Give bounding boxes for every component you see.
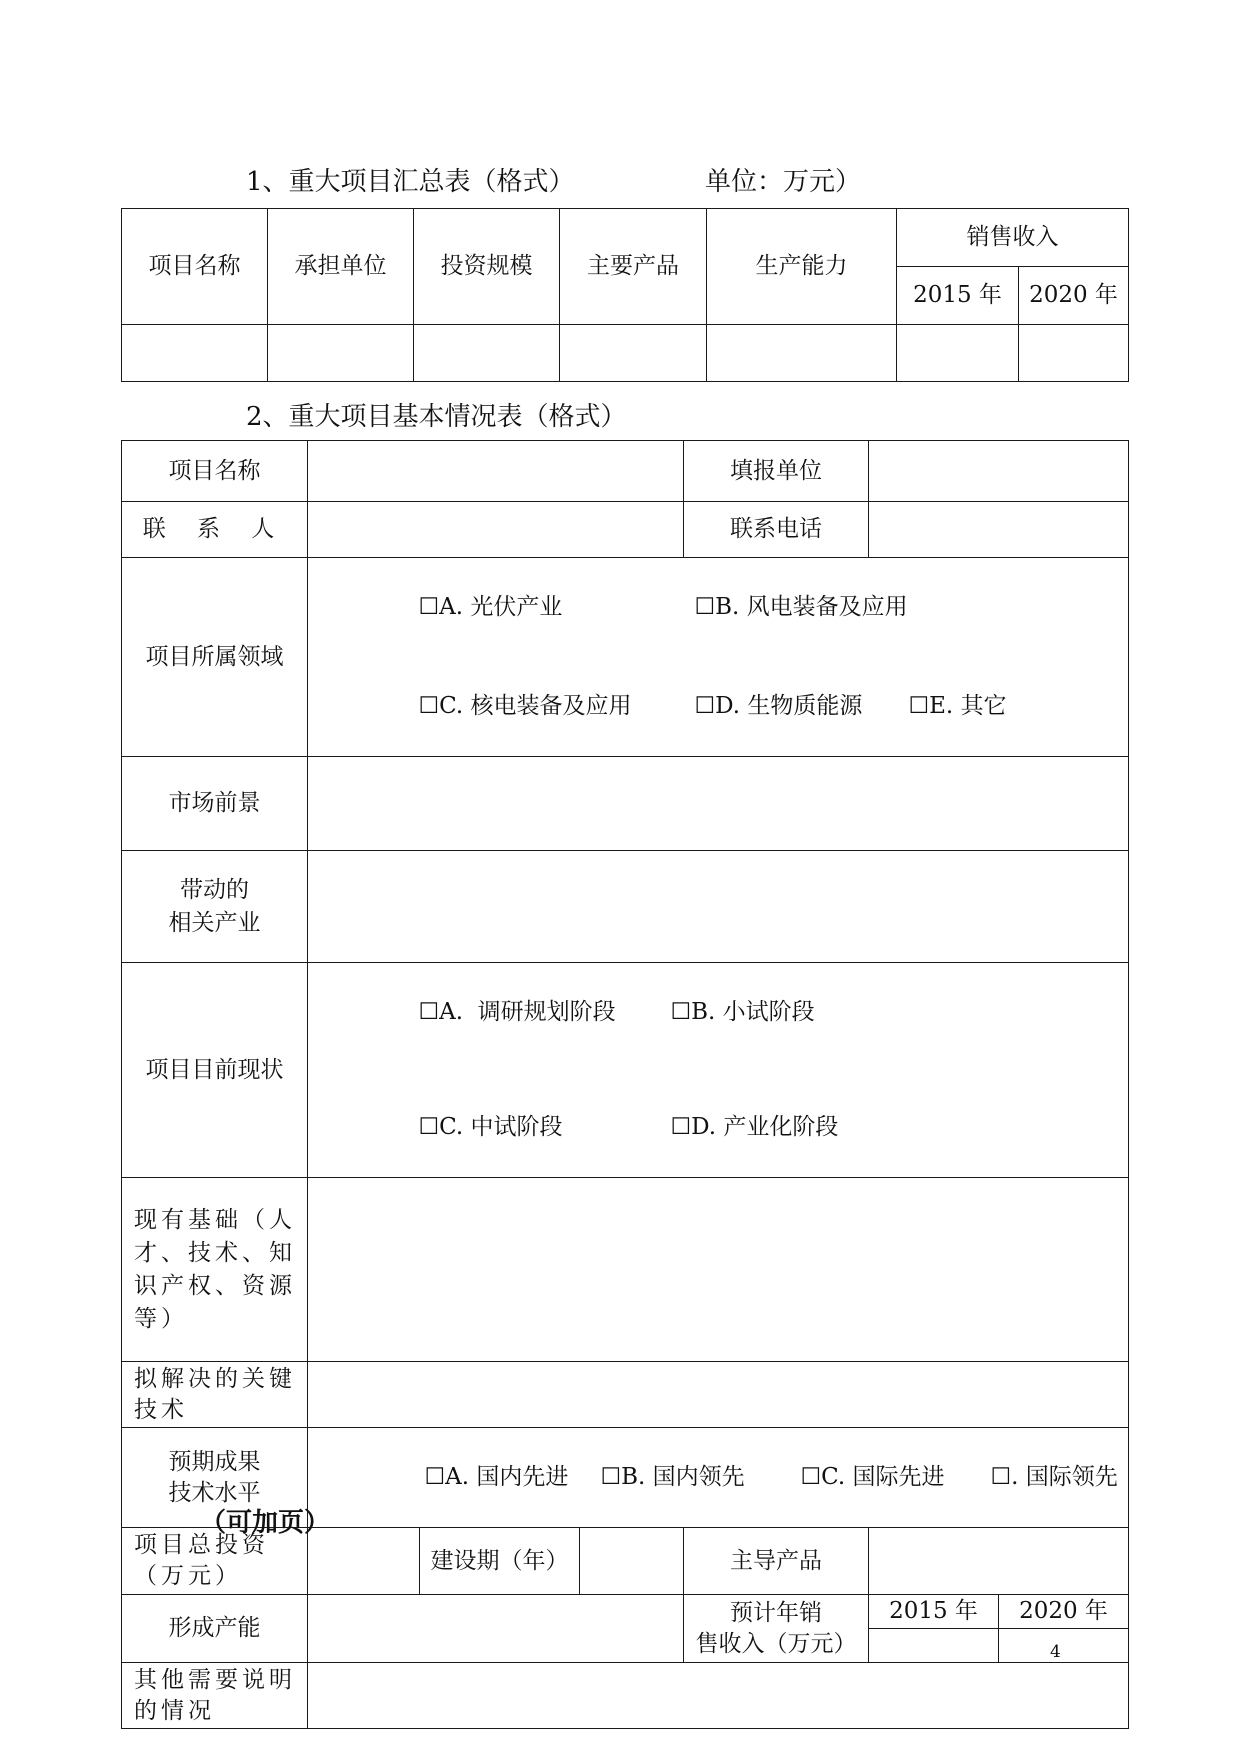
- summary-table: [121, 208, 1129, 382]
- header-sales-revenue: 销售收入: [897, 209, 1129, 267]
- option-intermediate-test[interactable]: ☐C. 中试阶段: [418, 1114, 563, 1140]
- label-market-outlook: 市场前景: [122, 757, 308, 851]
- label-main-product: 主导产品: [684, 1528, 869, 1595]
- label-related-line1: 带动的: [180, 876, 249, 903]
- label-forecast-2020: 2020 年: [999, 1595, 1129, 1629]
- header-investment-scale: 投资规模: [414, 209, 560, 325]
- field-contact-person[interactable]: [308, 502, 684, 558]
- cell-investment-scale[interactable]: [414, 325, 560, 382]
- field-contact-phone[interactable]: [869, 502, 1129, 558]
- label-project-name: 项目名称: [122, 441, 308, 502]
- add-page-note: （可加页）: [200, 1508, 331, 1538]
- label-forecast-2015: 2015 年: [869, 1595, 999, 1629]
- option-other[interactable]: ☐E. 其它: [908, 693, 1007, 719]
- cell-main-product[interactable]: [560, 325, 707, 382]
- cell-undertaking-unit[interactable]: [268, 325, 414, 382]
- label-construction-period: 建设期（年）: [420, 1528, 580, 1595]
- header-main-product: 主要产品: [560, 209, 707, 325]
- field-options: [308, 558, 1129, 757]
- option-domestic-leading[interactable]: ☐B. 国内领先: [600, 1464, 745, 1490]
- option-international-advanced[interactable]: ☐C. 国际先进: [800, 1464, 945, 1490]
- label-contact-phone: 联系电话: [684, 502, 869, 558]
- label-tech-level-line2: 技术水平: [168, 1479, 261, 1506]
- table-row: [122, 325, 1129, 382]
- option-pilot-test[interactable]: ☐B. 小试阶段: [670, 999, 815, 1025]
- label-forecast-line2: 售收入（万元）: [695, 1630, 857, 1657]
- label-tech-level-line1: 预期成果: [168, 1448, 261, 1475]
- option-nuclear-power[interactable]: ☐C. 核电装备及应用: [418, 693, 632, 719]
- label-key-technology: 拟解决的关键技术: [122, 1362, 308, 1428]
- field-filing-unit[interactable]: [869, 441, 1129, 502]
- field-related-industries[interactable]: [308, 851, 1129, 963]
- field-existing-basis[interactable]: [308, 1178, 1129, 1362]
- option-biomass-energy[interactable]: ☐D. 生物质能源: [694, 693, 863, 719]
- header-production-capacity: 生产能力: [707, 209, 897, 325]
- label-project-field: 项目所属领域: [122, 558, 308, 757]
- page-number: 4: [1050, 1642, 1061, 1662]
- level-options: [308, 1428, 1129, 1528]
- label-existing-basis: 现有基础（人才、技术、知识产权、资源等）: [122, 1178, 308, 1362]
- label-filing-unit: 填报单位: [684, 441, 869, 502]
- label-current-status: 项目目前现状: [122, 963, 308, 1178]
- field-project-name[interactable]: [308, 441, 684, 502]
- field-forecast-2015[interactable]: [869, 1629, 999, 1663]
- table1-unit-note: 单位：万元）: [705, 167, 862, 197]
- cell-sales-2020[interactable]: [1019, 325, 1129, 382]
- cell-project-name[interactable]: [122, 325, 268, 382]
- field-main-product[interactable]: [869, 1528, 1129, 1595]
- field-capacity[interactable]: [308, 1595, 684, 1663]
- field-key-technology[interactable]: [308, 1362, 1129, 1428]
- option-research-planning[interactable]: ☐A. 调研规划阶段: [418, 999, 616, 1025]
- label-related-line2: 相关产业: [168, 909, 261, 936]
- option-industrialization[interactable]: ☐D. 产业化阶段: [670, 1114, 839, 1140]
- field-market-outlook[interactable]: [308, 757, 1129, 851]
- label-forecast-line1: 预计年销: [730, 1599, 823, 1626]
- option-domestic-advanced[interactable]: ☐A. 国内先进: [424, 1464, 569, 1490]
- cell-sales-2015[interactable]: [897, 325, 1019, 382]
- header-project-name: 项目名称: [122, 209, 268, 325]
- header-year-2020: 2020 年: [1019, 267, 1129, 325]
- label-capacity: 形成产能: [122, 1595, 308, 1663]
- field-forecast-2020[interactable]: [999, 1629, 1129, 1663]
- table2-title: 2、重大项目基本情况表（格式）: [246, 402, 627, 432]
- option-international-leading[interactable]: ☐. 国际领先: [990, 1464, 1118, 1490]
- field-other-notes[interactable]: [308, 1663, 1129, 1729]
- header-year-2015: 2015 年: [897, 267, 1019, 325]
- cell-production-capacity[interactable]: [707, 325, 897, 382]
- status-options: [308, 963, 1129, 1178]
- label-contact-person: 联 系 人: [122, 502, 308, 558]
- label-related-industries: [122, 851, 308, 963]
- option-photovoltaic[interactable]: ☐A. 光伏产业: [418, 594, 563, 620]
- option-wind-power[interactable]: ☐B. 风电装备及应用: [694, 594, 908, 620]
- field-construction-period[interactable]: [580, 1528, 684, 1595]
- label-forecast-sales: [684, 1595, 869, 1663]
- header-undertaking-unit: 承担单位: [268, 209, 414, 325]
- table1-title: 1、重大项目汇总表（格式）: [246, 167, 575, 197]
- label-other-notes: 其他需要说明的情况: [122, 1663, 308, 1729]
- label-total-investment: 项目总投资（万元）: [122, 1528, 308, 1595]
